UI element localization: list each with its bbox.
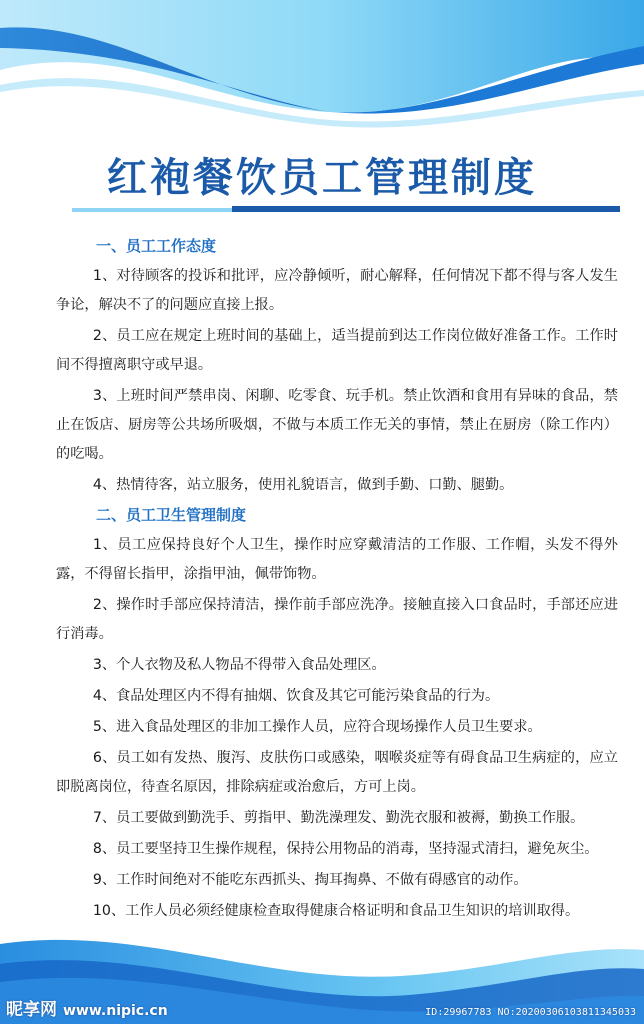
section-heading: 一、员工工作态度 [96,237,217,255]
watermark-id: ID:29967783 NO:20200306103811345033 [425,1007,636,1018]
list-item: 9、工作时间绝对不能吃东西抓头、掏耳掏鼻、不做有碍感官的动作。 [92,872,528,888]
list-item: 2、员工应在规定上班时间的基础上，适当提前到达工作岗位做好准备工作。工作时间不得擅离职守或早退。 [56,328,618,373]
list-item: 4、食品处理区内不得有抽烟、饮食及其它可能污染食品的行为。 [92,688,500,704]
list-item: 10、工作人员必须经健康检查取得健康合格证明和食品卫生知识的培训取得。 [92,903,580,919]
watermark-url: www.nipic.cn [63,1003,168,1019]
list-item: 3、上班时间严禁串岗、闲聊、吃零食、玩手机。禁止饮酒和食用有异味的食品，禁止在饭店、厨房等公共场所吸烟，不做与本质工作无关的事情，禁止在厨房（除工作内）的吃喝。 [56,388,618,462]
watermark-logo [6,995,168,1020]
list-item: 4、热情待客，站立服务，使用礼貌语言，做到手勤、口勤、腿勤。 [92,477,514,493]
list-item: 5、进入食品处理区的非加工操作人员，应符合现场操作人员卫生要求。 [92,719,542,735]
document-body [56,233,618,928]
section-attitude [56,233,618,500]
list-item: 8、员工要坚持卫生操作规程，保持公用物品的消毒，坚持湿式清扫，避免灰尘。 [92,841,599,857]
title-underline [72,206,620,214]
watermark-logo-text: 昵享网 [6,1000,57,1020]
list-item: 7、员工要做到勤洗手、剪指甲、勤洗澡理发、勤洗衣服和被褥，勤换工作服。 [92,810,585,826]
list-item: 2、操作时手部应保持清洁，操作前手部应洗净。接触直接入口食品时，手部还应进行消毒。 [56,597,618,642]
list-item: 3、个人衣物及私人物品不得带入食品处理区。 [92,657,386,673]
section-hygiene [56,502,618,926]
list-item: 6、员工如有发热、腹泻、皮肤伤口或感染，咽喉炎症等有碍食品卫生病症的，应立即脱离岗位，待查名原因，排除病症或治愈后，方可上岗。 [56,750,618,795]
list-item: 1、对待顾客的投诉和批评，应冷静倾听，耐心解释，任何情况下都不得与客人发生争论，解决不了的问题应直接上报。 [56,268,618,313]
page-title: 红袍餐饮员工管理制度 [107,155,537,201]
list-item: 1、员工应保持良好个人卫生，操作时应穿戴清洁的工作服、工作帽，头发不得外露，不得留长指甲，涂指甲油，佩带饰物。 [56,537,618,582]
top-wave-decoration [0,0,644,140]
section-heading: 二、员工卫生管理制度 [96,506,247,524]
